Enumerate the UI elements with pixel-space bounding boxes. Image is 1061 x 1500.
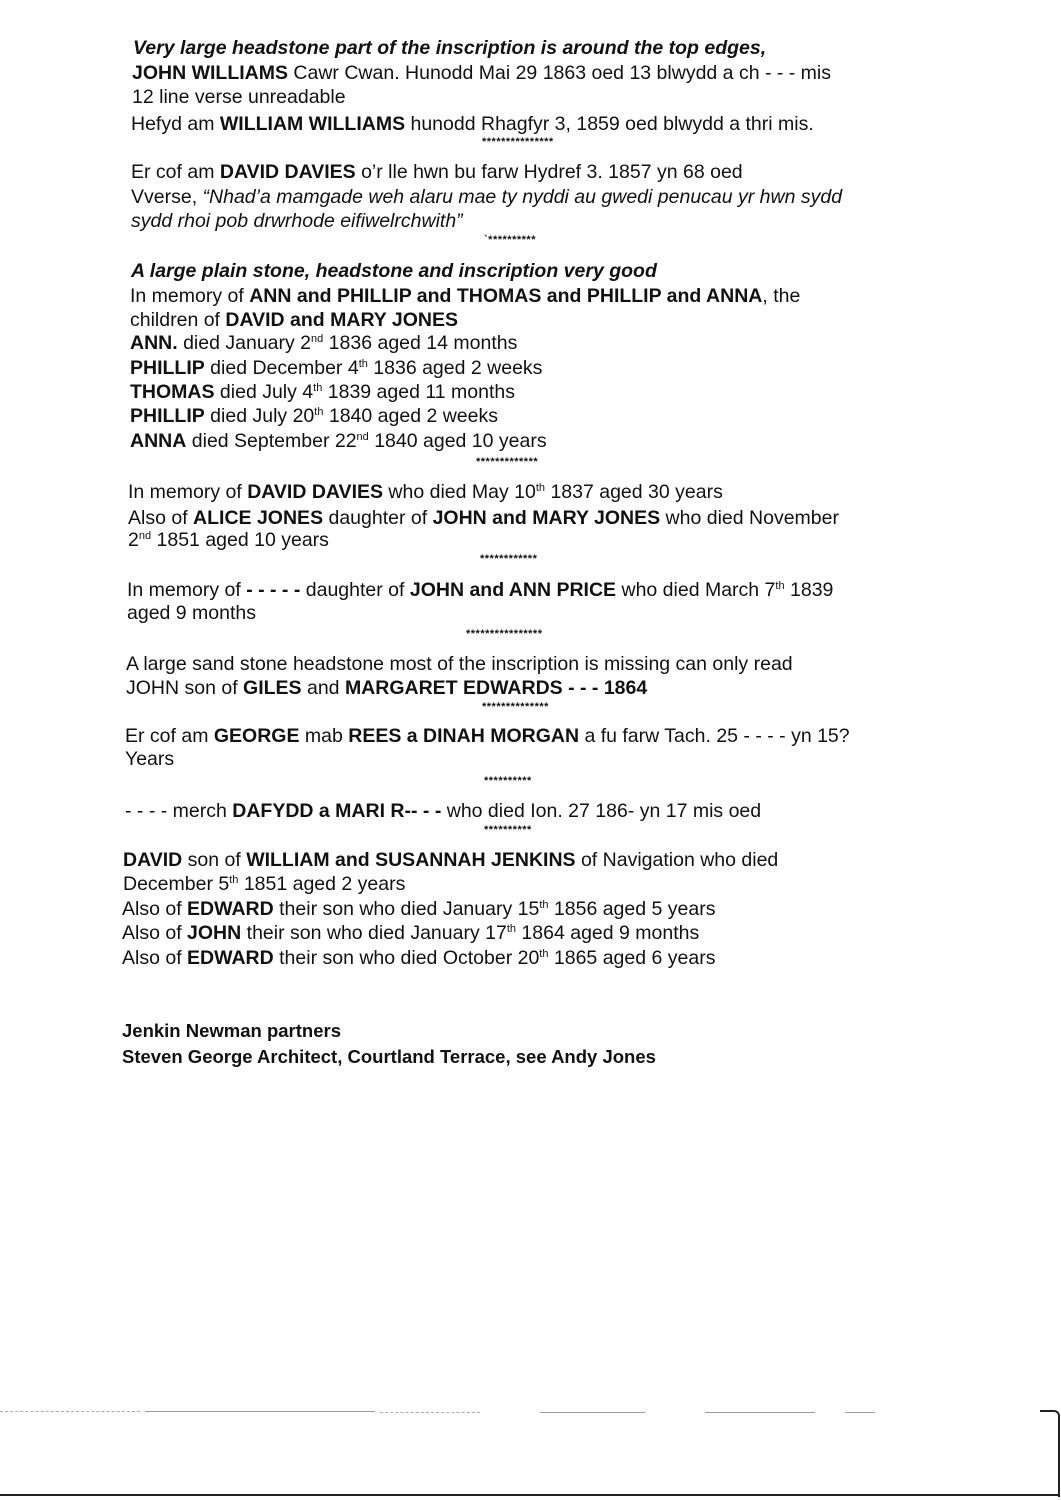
inscription-line: 2nd 1851 aged 10 years — [128, 529, 329, 551]
inscription-line: Also of EDWARD their son who died October 20th 1865 aged 6 years — [122, 947, 716, 969]
scan-edge-line — [0, 1411, 140, 1412]
inscription-line: JOHN WILLIAMS Cawr Cwan. Hunodd Mai 29 1863 oed 13 blwydd a ch - - - mis — [132, 62, 832, 84]
inscription-line: ANNA died September 22nd 1840 aged 10 years — [130, 430, 547, 452]
scan-edge-line — [540, 1412, 645, 1413]
inscription-line: Also of ALICE JONES daughter of JOHN and MARY JONES who died November — [128, 507, 839, 529]
inscription-line: In memory of ANN and PHILLIP and THOMAS and PHILLIP and ANNA, the — [130, 285, 801, 307]
inscription-line: THOMAS died July 4th 1839 aged 11 months — [130, 381, 515, 403]
section-heading: A large plain stone, headstone and inscription very good — [131, 260, 657, 282]
inscription-line: sydd rhoi pob drwrhode eifiwelrchwith” — [131, 210, 463, 232]
note-line: Steven George Architect, Courtland Terrace, see Andy Jones — [122, 1046, 656, 1067]
page-corner-edge — [1040, 1410, 1060, 1497]
inscription-line: DAVID son of WILLIAM and SUSANNAH JENKINS of Navigation who died — [123, 849, 779, 871]
inscription-line: Er cof am GEORGE mab REES a DINAH MORGAN a fu farw Tach. 25 - - - - yn 15? — [125, 725, 850, 747]
note-line: Jenkin Newman partners — [122, 1020, 341, 1041]
scan-edge-line — [145, 1411, 375, 1412]
inscription-line: December 5th 1851 aged 2 years — [123, 873, 406, 895]
inscription-line: In memory of DAVID DAVIES who died May 10th 1837 aged 30 years — [128, 481, 723, 503]
inscription-line: PHILLIP died July 20th 1840 aged 2 weeks — [130, 405, 499, 427]
separator-asterisks: ********** — [484, 824, 532, 836]
inscription-line: A large sand stone headstone most of the inscription is missing can only read — [126, 653, 793, 675]
scan-edge-line — [845, 1412, 875, 1413]
separator-asterisks: `********** — [484, 234, 536, 246]
inscription-line: JOHN son of GILES and MARGARET EDWARDS - - - 1864 — [126, 677, 648, 699]
separator-asterisks: *************** — [482, 136, 554, 148]
inscription-line: aged 9 months — [127, 602, 257, 624]
inscription-line: In memory of - - - - - daughter of JOHN and ANN PRICE who died March 7th 1839 — [127, 579, 834, 601]
separator-asterisks: ************** — [482, 701, 549, 713]
separator-asterisks: **************** — [466, 628, 543, 640]
section-heading: Very large headstone part of the inscription is around the top edges, — [133, 37, 767, 59]
separator-asterisks: ********** — [484, 775, 532, 787]
inscription-line: Hefyd am WILLIAM WILLIAMS hunodd Rhagfyr 3, 1859 oed blwydd a thri mis. — [131, 113, 814, 135]
inscription-line: children of DAVID and MARY JONES — [130, 309, 458, 331]
inscription-line: Also of EDWARD their son who died January 15th 1856 aged 5 years — [122, 898, 716, 920]
scan-edge-line — [380, 1412, 480, 1413]
inscription-line: Years — [125, 748, 175, 770]
inscription-line: PHILLIP died December 4th 1836 aged 2 weeks — [130, 357, 543, 379]
inscription-line: ANN. died January 2nd 1836 aged 14 months — [130, 332, 518, 354]
inscription-line: - - - - merch DAFYDD a MARI R-- - - who died Ion. 27 186- yn 17 mis oed — [125, 800, 762, 822]
inscription-line: 12 line verse unreadable — [132, 86, 346, 108]
page-bottom-edge — [0, 1494, 1058, 1496]
inscription-line: Vverse, “Nhad’a mamgade weh alaru mae ty nyddi au gwedi penucau yr hwn sydd — [131, 186, 843, 208]
scan-edge-line — [705, 1412, 815, 1413]
inscription-line: Er cof am DAVID DAVIES o’r lle hwn bu farw Hydref 3. 1857 yn 68 oed — [131, 161, 743, 183]
inscription-line: Also of JOHN their son who died January 17th 1864 aged 9 months — [122, 922, 700, 944]
separator-asterisks: ************ — [480, 553, 538, 565]
separator-asterisks: ************* — [476, 456, 539, 468]
